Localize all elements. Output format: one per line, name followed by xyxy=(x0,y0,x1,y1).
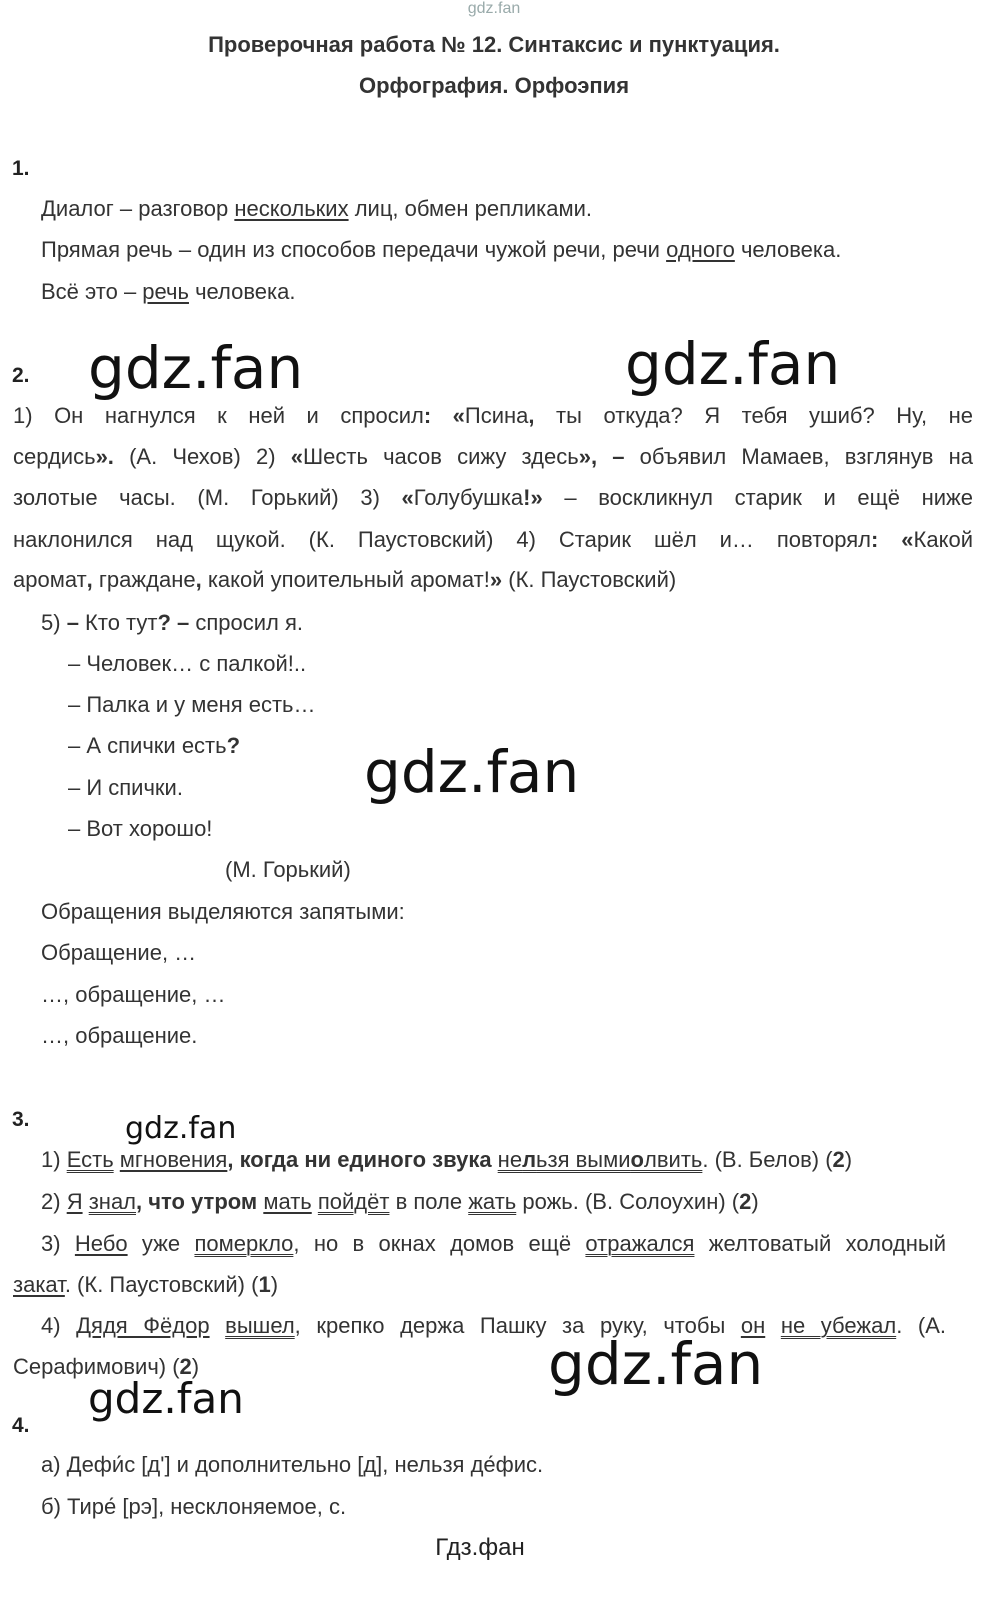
rule-line-1: Обращения выделяются запятыми: xyxy=(41,899,405,924)
task-3-sentence-3: 3) Небо уже померкло, но в окнах домов ещё отражался желтоватый холодный xyxy=(41,1231,946,1256)
task-2-number: 2. xyxy=(12,364,30,387)
task-4-line-b: б) Тире́ [рэ], несклоняемое, с. xyxy=(41,1494,347,1519)
dialogue-line-4: – А спички есть? xyxy=(68,733,241,758)
underlined-word: нескольких xyxy=(234,196,349,221)
watermark-3: gdz.fan xyxy=(364,738,580,806)
top-watermark: gdz.fan xyxy=(467,0,521,17)
task-3-sentence-4: 4) Дядя Фёдор вышел, крепко держа Пашку за руку, чтобы он не убежал. (А. xyxy=(41,1313,946,1338)
dialogue-line-2: – Человек… с палкой!.. xyxy=(68,651,307,676)
task-2-para-line-4: наклонился над щукой. (К. Паустовский) 4) Старик шёл и… повторял: «Какой xyxy=(13,527,973,552)
task-3-number: 3. xyxy=(12,1108,30,1131)
task-2-para-line-3: золотые часы. (М. Горький) 3) «Голубушка!» – воскликнул старик и ещё ниже xyxy=(13,485,973,510)
underlined-word: одного xyxy=(666,237,735,262)
bottom-watermark: Гдз.фан xyxy=(435,1534,525,1561)
task-3-sentence-4-cont: Серафимович) (2) xyxy=(13,1354,200,1379)
dialogue-author: (М. Горький) xyxy=(225,857,351,882)
dialogue-line-6: – Вот хорошо! xyxy=(68,816,213,841)
task-1-line-2: Прямая речь – один из способов передачи чужой речи, речи одного человека. xyxy=(41,237,842,262)
task-1-line-1: Диалог – разговор нескольких лиц, обмен репликами. xyxy=(41,196,592,221)
dialogue-line-3: – Палка и у меня есть… xyxy=(68,692,316,717)
task-1-line-3: Всё это – речь человека. xyxy=(41,279,296,304)
task-3-sentence-2: 2) Я знал, что утром мать пойдёт в поле жать рожь. (В. Солоухин) (2) xyxy=(41,1189,759,1214)
underlined-word: речь xyxy=(142,279,189,304)
page-title: Проверочная работа № 12. Синтаксис и пунктуация. xyxy=(208,32,780,57)
dialogue-line-5: – И спички. xyxy=(68,775,183,800)
task-2-para-line-2: сердись». (А. Чехов) 2) «Шесть часов сижу здесь», – объявил Мамаев, взглянув на xyxy=(13,444,973,469)
task-4-number: 4. xyxy=(12,1414,30,1437)
watermark-4: gdz.fan xyxy=(125,1111,237,1146)
watermark-5: gdz.fan xyxy=(548,1330,764,1398)
task-2-para-line-1: 1) Он нагнулся к ней и спросил: «Псина, ты откуда? Я тебя ушиб? Ну, не xyxy=(13,403,973,428)
watermark-2: gdz.fan xyxy=(625,330,841,398)
task-4-line-a: а) Дефи́с [д'] и дополнительно [д], нельзя де́фис. xyxy=(41,1452,544,1477)
rule-line-4: …, обращение. xyxy=(41,1023,198,1048)
rule-line-3: …, обращение, … xyxy=(41,982,226,1007)
rule-line-2: Обращение, … xyxy=(41,940,197,965)
task-3-sentence-1: 1) Есть мгновения, когда ни единого звука нельзя вымиолвить. (В. Белов) (2) xyxy=(41,1147,853,1172)
page-subtitle: Орфография. Орфоэпия xyxy=(358,73,630,98)
watermark-6: gdz.fan xyxy=(88,1374,244,1423)
task-3-sentence-3-cont: закат. (К. Паустовский) (1) xyxy=(13,1272,279,1297)
dialogue-line-1: 5) – Кто тут? – спросил я. xyxy=(41,610,304,635)
watermark-1: gdz.fan xyxy=(88,334,304,402)
task-1-number: 1. xyxy=(12,157,30,180)
task-2-para-line-5: аромат, граждане, какой упоительный аромат!» (К. Паустовский) xyxy=(13,567,677,592)
